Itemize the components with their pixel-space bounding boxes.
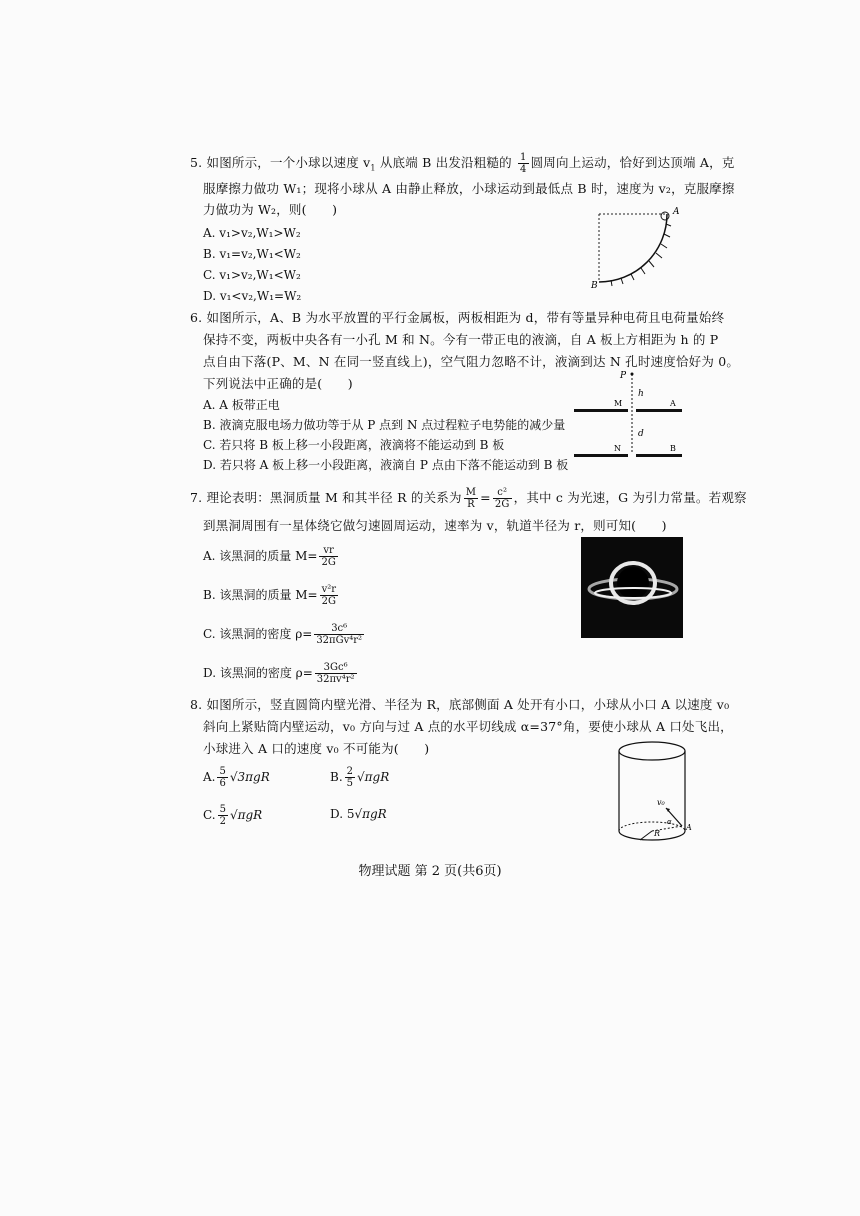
q8-opt-c-frac (218, 804, 228, 827)
q7-opt-a-label: A. 该黑洞的质量 M= (203, 549, 318, 563)
q7-frac-c2g (493, 487, 512, 510)
q5-option-a: A. v₁>v₂,W₁>W₂ (203, 226, 301, 240)
q7-frac-c2g-den: 2G (494, 499, 510, 510)
q8-opt-b-frac (345, 766, 355, 789)
q5-fraction (518, 152, 529, 175)
q6-line3: 点自由下落(P、M、N 在同一竖直线上)，空气阻力忽略不计，液滴到达 N 孔时速度恰好为 0。 (203, 354, 740, 369)
q8-cylinder-figure (610, 738, 700, 850)
q8-line3: 小球进入 A 口的速度 v₀ 不可能为( ) (203, 741, 430, 756)
q6-fig-label-d: d (638, 429, 644, 439)
q8-opt-c-root: √πgR (229, 808, 263, 822)
q8-fig-label-a: A (686, 823, 692, 832)
q5-line1 (190, 152, 735, 177)
q7-opt-a-den: 2G (321, 557, 336, 568)
q8-fig-label-r: R (654, 829, 661, 838)
q8-option-d (330, 806, 387, 822)
q5-frac-den: 4 (520, 164, 527, 175)
q7-opt-c-den: 32πGv⁴r² (316, 635, 363, 646)
q8-opt-c-num: 5 (219, 804, 226, 815)
q7-opt-d-den: 32πv⁴r² (316, 674, 355, 685)
q6-option-d: D. 若只将 A 板上移一小段距离，液滴自 P 点由下落不能运动到 B 板 (203, 458, 569, 472)
q7-opt-c-frac (314, 623, 364, 646)
q6-capacitor-figure (570, 366, 690, 466)
q7-option-d (203, 662, 359, 685)
q7-text-b: ，其中 c 为光速，G 为引力常量。若观察 (513, 490, 747, 505)
q8-opt-a-label: A. (203, 770, 216, 784)
q8-line2: 斜向上紧贴筒内壁运动，v₀ 方向与过 A 点的水平切线成 α=37°角，要使小球从 A 口处飞出， (203, 719, 733, 734)
q6-fig-label-n: N (614, 444, 621, 453)
q8-opt-c-den: 2 (219, 816, 226, 827)
q7-option-a (203, 545, 340, 568)
q7-frac-mr (464, 487, 478, 510)
q7-text-a: 7. 理论表明：黑洞质量 M 和其半径 R 的关系为 (190, 490, 462, 505)
q5-fig-label-a: A (673, 207, 680, 217)
q8-opt-d-root: √πgR (354, 807, 387, 821)
q7-frac-mr-num: M (465, 487, 477, 498)
q8-opt-b-num: 2 (346, 766, 354, 777)
q8-option-a (203, 766, 270, 789)
q8-opt-a-num: 5 (219, 766, 226, 777)
q8-opt-b-den: 5 (346, 778, 354, 789)
q5-sub: 1 (370, 163, 376, 173)
q7-frac-mr-den: R (467, 499, 475, 510)
q8-opt-b-label: B. (330, 770, 343, 784)
q5-line2: 服摩擦力做功 W₁；现将小球从 A 由静止释放，小球运动到最低点 B 时，速度为 v₂，克服摩擦 (203, 181, 735, 196)
q5-fig-label-b: B (591, 281, 598, 291)
q6-fig-label-p: P (620, 371, 627, 381)
q8-opt-a-frac (217, 766, 227, 789)
q7-option-c (203, 623, 366, 646)
q7-opt-c-num: 3c⁶ (314, 623, 364, 635)
q5-option-d: D. v₁<v₂,W₁=W₂ (203, 289, 302, 303)
q8-opt-b-root: √πgR (357, 770, 390, 784)
q6-fig-label-h: h (638, 389, 644, 399)
black-hole-illustration (581, 537, 683, 638)
q7-line2: 到黑洞周围有一星体绕它做匀速圆周运动，速率为 v，轨道半径为 r，则可知( ) (203, 518, 667, 533)
q8-opt-d-label: D. 5 (330, 807, 355, 821)
q6-line2: 保持不变，两板中央各有一小孔 M 和 N。今有一带正电的液滴，自 A 板上方相距为 h 的 P (203, 332, 719, 347)
q8-fig-label-v0: v₀ (657, 798, 665, 807)
q7-opt-d-num: 3Gc⁶ (315, 662, 357, 674)
q5-text-c: 圆周向上运动，恰好到达顶端 A，克 (530, 155, 735, 170)
q8-option-b (330, 766, 389, 789)
q5-text-a: 5. 如图所示，一个小球以速度 v (190, 155, 371, 170)
q5-quarter-circle-figure (585, 200, 685, 295)
q5-frac-num: 1 (520, 152, 527, 163)
q6-line4: 下列说法中正确的是( ) (203, 376, 353, 391)
q7-opt-b-frac (320, 584, 338, 607)
q6-option-b: B. 液滴克服电场力做功等于从 P 点到 N 点过程粒子电势能的减少量 (203, 418, 566, 432)
q7-option-b (203, 584, 340, 607)
q7-equals: = (480, 490, 491, 505)
q6-fig-label-b: B (670, 444, 676, 453)
q7-opt-d-label: D. 该黑洞的密度 ρ= (203, 666, 313, 680)
q7-opt-a-frac (319, 545, 337, 568)
q6-option-c: C. 若只将 B 板上移一小段距离，液滴将不能运动到 B 板 (203, 438, 505, 452)
q6-option-a: A. A 板带正电 (203, 398, 280, 412)
page-footer: 物理试题 第 2 页(共6页) (358, 864, 502, 879)
q8-opt-a-root: √3πgR (229, 770, 270, 784)
q7-opt-a-num: vr (319, 545, 337, 557)
q7-opt-c-label: C. 该黑洞的密度 ρ= (203, 627, 313, 641)
q8-option-c (203, 804, 262, 827)
q6-fig-label-a: A (670, 399, 676, 408)
q6-fig-label-m: M (614, 399, 623, 408)
q7-opt-b-num: v²r (321, 584, 337, 595)
q7-opt-d-frac (315, 662, 357, 685)
q7-opt-b-label: B. 该黑洞的质量 M= (203, 588, 318, 602)
q7-line1 (190, 487, 747, 510)
q8-line1: 8. 如图所示，竖直圆筒内壁光滑、半径为 R，底部侧面 A 处开有小口，小球从小口 A 以速度 v₀ (190, 697, 730, 712)
q5-option-c: C. v₁>v₂,W₁<W₂ (203, 268, 301, 282)
q5-option-b: B. v₁=v₂,W₁<W₂ (203, 247, 301, 261)
q7-frac-c2g-num: c² (493, 487, 512, 499)
q7-opt-b-den: 2G (321, 596, 337, 607)
black-hole-image (581, 537, 683, 638)
q5-line3: 力做功为 W₂，则( ) (203, 202, 338, 217)
q8-opt-a-den: 6 (219, 778, 226, 789)
q8-fig-label-alpha: α (667, 818, 672, 826)
q5-text-b: 从底端 B 出发沿粗糙的 (375, 155, 512, 170)
q6-line1: 6. 如图所示，A、B 为水平放置的平行金属板，两板相距为 d，带有等量异种电荷且电荷量始终 (190, 310, 725, 325)
q8-opt-c-label: C. (203, 808, 216, 822)
